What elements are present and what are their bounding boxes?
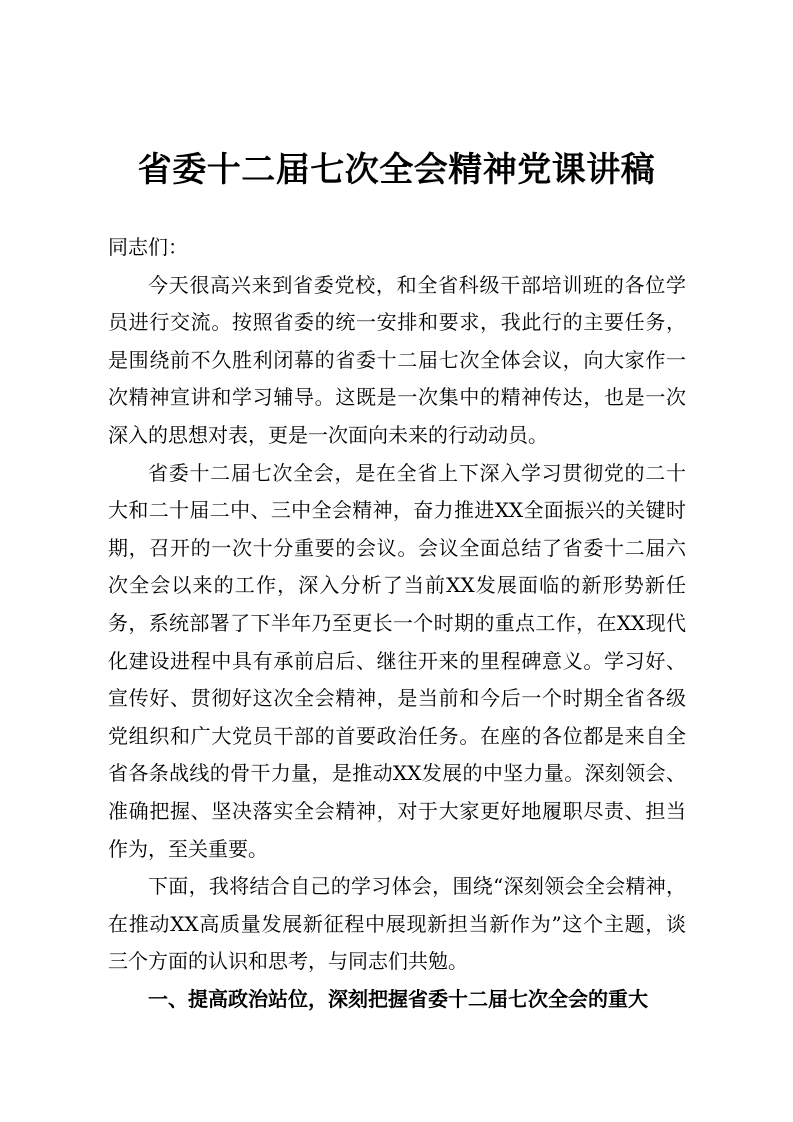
paragraph-outline: 下面，我将结合自己的学习体会，围绕“深刻领会全会精神，在推动XX高质量发展新征程中展现新担当新作为”这个主题，谈三个方面的认识和思考，与同志们共勉。 — [108, 874, 686, 974]
paragraph-plenum-significance: 省委十二届七次全会，是在全省上下深入学习贯彻党的二十大和二十届二中、三中全会精神，奋力推进XX全面振兴的关键时期，召开的一次十分重要的会议。会议全面总结了省委十二届六次全会以来的工作，深入分析了当前XX发展面临的新形势新任务，系统部署了下半年乃至更长一个时期的重点工作，在XX现代化建设进程中具有承前启后、继往开来的里程碑意义。学习好、宣传好、贯彻好这次全会精神，是当前和今后一个时期全省各级党组织和广大党员干部的首要政治任务。在座的各位都是来自全省各条战线的骨干力量，是推动XX发展的中坚力量。深刻领会、准确把握、坚决落实全会精神，对于大家更好地履职尽责、担当作为，至关重要。 — [108, 460, 686, 861]
document-title: 省委十二届七次全会精神党课讲稿 — [137, 150, 656, 190]
section-heading-1: 一、提高政治站位，深刻把握省委十二届七次全会的重大 — [148, 986, 648, 1011]
document-body — [108, 229, 686, 1018]
paragraph-intro: 今天很高兴来到省委党校，和全省科级干部培训班的各位学员进行交流。按照省委的统一安排和要求，我此行的主要任务，是围绕前不久胜利闭幕的省委十二届七次全体会议，向大家作一次精神宣讲和学习辅导。这既是一次集中的精神传达，也是一次深入的思想对表，更是一次面向未来的行动动员。 — [108, 272, 686, 447]
salutation: 同志们： — [108, 235, 188, 259]
